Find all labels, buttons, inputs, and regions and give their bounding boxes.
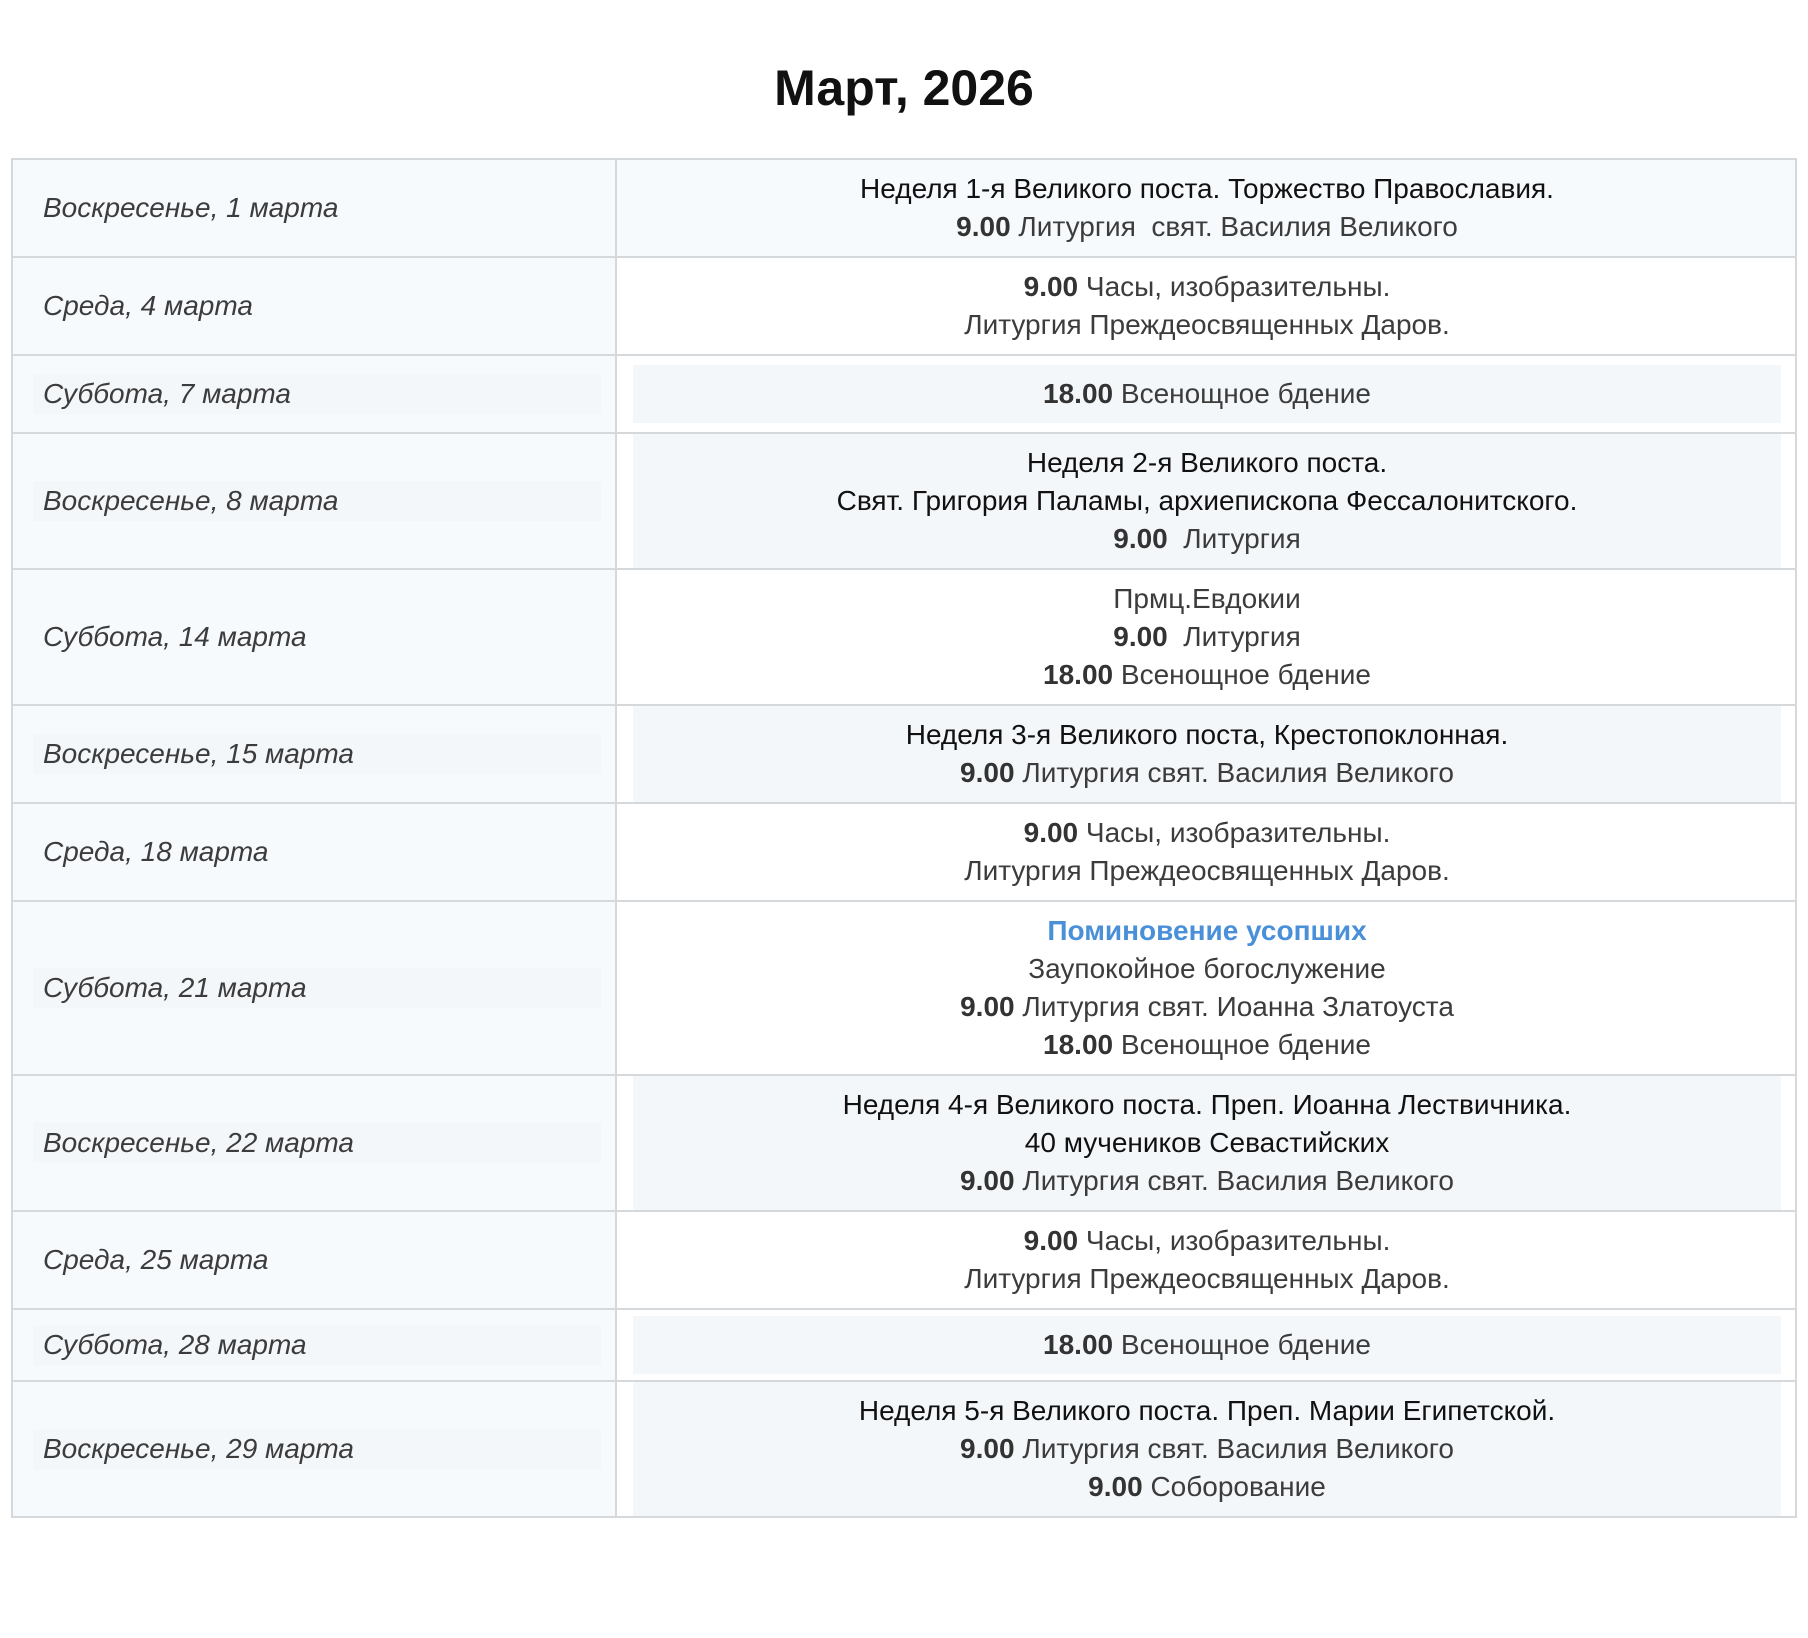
services-cell [616,159,1796,257]
feast-title [633,170,1781,208]
schedule-row [12,355,1796,433]
services-list [633,1076,1781,1210]
services-list [633,365,1781,423]
service-line [633,618,1781,656]
service-text: Всенощное бдение [1113,1329,1371,1360]
feast-title [633,1124,1781,1162]
service-text: Заупокойное богослужение [1028,953,1386,984]
services-cell [616,1381,1796,1517]
service-text: Литургия свят. Иоанна Златоуста [1014,991,1454,1022]
service-time: 9.00 [1023,271,1079,302]
service-text: Часы, изобразительны. [1078,817,1391,848]
schedule-row [12,901,1796,1075]
feast-title [633,1086,1781,1124]
service-text: Часы, изобразительны. [1078,1225,1391,1256]
service-time: 18.00 [1043,1329,1114,1360]
service-line [633,1430,1781,1468]
schedule-row [12,257,1796,355]
service-text: Поминовение усопших [1047,915,1367,946]
service-date: Среда, 25 марта [43,1244,269,1275]
service-time: 9.00 [960,757,1015,788]
service-time: 9.00 [960,991,1015,1022]
service-schedule-table [11,158,1797,1518]
service-line [633,754,1781,792]
services-list [633,1316,1781,1374]
service-time: 9.00 [1113,523,1168,554]
service-text: Неделя 4-я Великого поста. Преп. Иоанна Лествичника. [842,1089,1572,1120]
service-text: Всенощное бдение [1113,659,1371,690]
date-cell [12,705,616,803]
service-text: Всенощное бдение [1113,378,1371,409]
service-text: Неделя 5-я Великого поста. Преп. Марии Египетской. [858,1395,1556,1426]
service-text: Прмц.Евдокии [1113,583,1301,614]
services-cell [616,901,1796,1075]
memorial-heading [633,912,1781,950]
date-cell [12,1211,616,1309]
service-date: Суббота, 21 марта [33,968,601,1008]
service-line [633,1222,1781,1260]
schedule-row [12,569,1796,705]
service-text: Литургия свят. Василия Великого [1014,757,1454,788]
service-line [633,208,1781,246]
services-list [633,1212,1781,1308]
date-cell [12,1381,616,1517]
date-cell [12,1309,616,1381]
date-cell [12,901,616,1075]
services-cell [616,1211,1796,1309]
service-text: Литургия [1167,523,1301,554]
service-time: 9.00 [960,1433,1015,1464]
services-list [633,902,1781,1074]
services-list [633,258,1781,354]
service-line [633,1026,1781,1064]
services-cell [616,355,1796,433]
schedule-row [12,1211,1796,1309]
service-date: Воскресенье, 15 марта [33,734,601,774]
service-text: Соборование [1142,1471,1326,1502]
date-cell [12,159,616,257]
date-cell [12,433,616,569]
services-cell [616,803,1796,901]
schedule-row [12,1309,1796,1381]
service-time: 9.00 [1023,817,1079,848]
service-date: Среда, 4 марта [43,290,253,321]
service-text: Литургия Преждеосвященных Даров. [964,855,1450,886]
service-text: Неделя 2-я Великого поста. [1026,447,1388,478]
date-cell [12,257,616,355]
schedule-body [12,159,1796,1517]
service-time: 9.00 [1113,621,1168,652]
feast-title [633,482,1781,520]
feast-title [633,444,1781,482]
service-line [633,375,1781,413]
schedule-row [12,1381,1796,1517]
schedule-row [12,433,1796,569]
services-cell [616,1075,1796,1211]
service-text: Литургия Преждеосвященных Даров. [964,1263,1450,1294]
service-line [633,814,1781,852]
services-cell [616,569,1796,705]
service-text: Всенощное бдение [1113,1029,1371,1060]
services-list [633,706,1781,802]
schedule-row [12,1075,1796,1211]
service-text: Литургия [1167,621,1301,652]
service-time: 18.00 [1043,1029,1114,1060]
service-line [633,306,1781,344]
services-cell [616,705,1796,803]
service-line [633,1326,1781,1364]
service-date: Суббота, 28 марта [33,1325,601,1365]
service-time: 9.00 [956,211,1011,242]
service-text: Литургия свят. Василия Великого [1014,1165,1454,1196]
service-time: 9.00 [1088,1471,1143,1502]
service-date: Воскресенье, 29 марта [33,1429,601,1469]
schedule-row [12,159,1796,257]
service-date: Суббота, 14 марта [43,621,307,652]
services-cell [616,1309,1796,1381]
page-title: Март, 2026 [774,60,1034,116]
service-line [633,1260,1781,1298]
service-line [633,520,1781,558]
service-line [633,1468,1781,1506]
schedule-row [12,803,1796,901]
services-cell [616,433,1796,569]
service-line [633,580,1781,618]
services-list [633,1382,1781,1516]
service-text: Неделя 1-я Великого поста. Торжество Православия. [860,173,1554,204]
feast-title [633,716,1781,754]
service-time: 18.00 [1043,659,1114,690]
feast-title [633,1392,1781,1430]
service-date: Воскресенье, 1 марта [43,192,339,223]
date-cell [12,355,616,433]
date-cell [12,803,616,901]
service-line [633,268,1781,306]
service-date: Воскресенье, 22 марта [33,1123,601,1163]
service-time: 18.00 [1043,378,1114,409]
service-time: 9.00 [960,1165,1015,1196]
service-text: Часы, изобразительны. [1078,271,1391,302]
service-text: Литургия Преждеосвященных Даров. [964,309,1450,340]
service-line [633,852,1781,890]
services-list [633,804,1781,900]
service-date: Воскресенье, 8 марта [33,481,601,521]
service-line [633,1162,1781,1200]
service-time: 9.00 [1023,1225,1079,1256]
service-text: 40 мучеников Севастийских [1024,1127,1390,1158]
service-text: Неделя 3-я Великого поста, Крестопоклонная. [905,719,1509,750]
service-date: Суббота, 7 марта [33,374,601,414]
services-list [633,160,1781,256]
date-cell [12,569,616,705]
service-line [633,656,1781,694]
service-line [633,988,1781,1026]
service-text: Литургия свят. Василия Великого [1010,211,1458,242]
service-line [633,950,1781,988]
service-text: Литургия свят. Василия Великого [1014,1433,1454,1464]
services-list [633,434,1781,568]
date-cell [12,1075,616,1211]
services-list [633,570,1781,704]
service-date: Среда, 18 марта [43,836,269,867]
services-cell [616,257,1796,355]
schedule-row [12,705,1796,803]
service-text: Свят. Григория Паламы, архиепископа Фессалонитского. [836,485,1578,516]
